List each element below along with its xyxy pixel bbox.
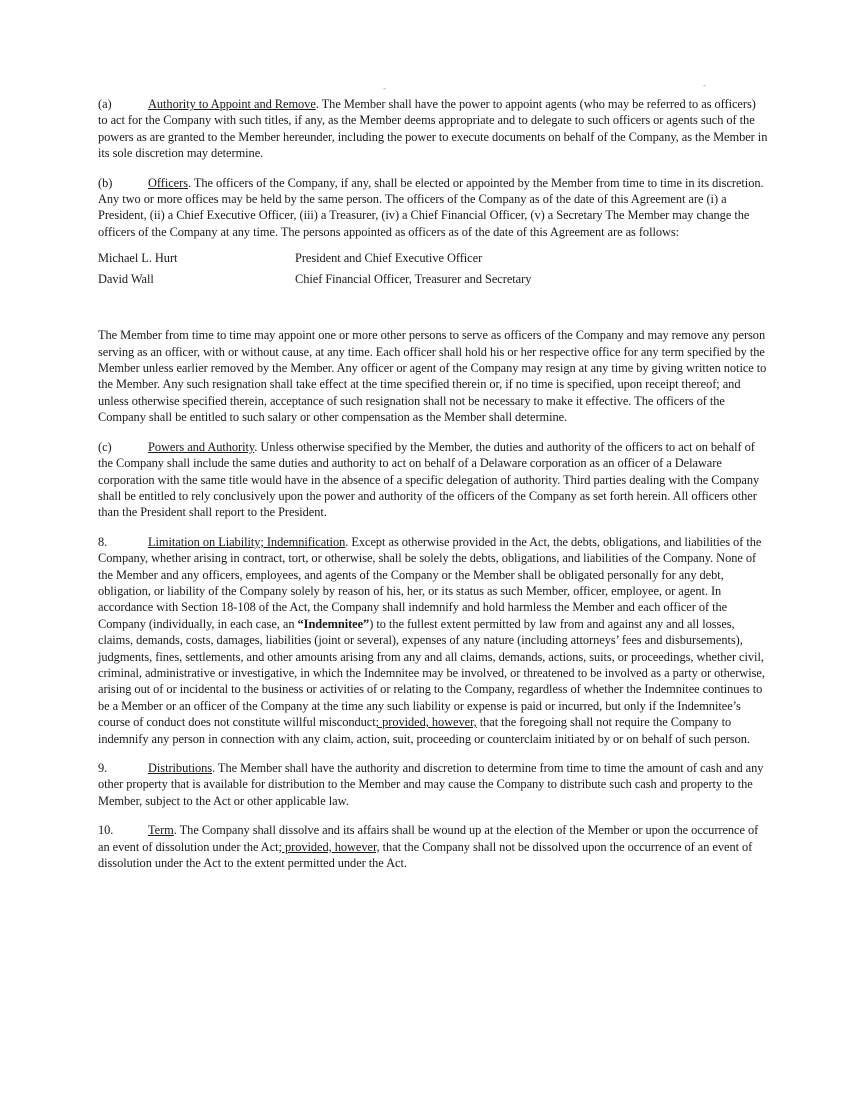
officer-title: Chief Financial Officer, Treasurer and Secretary [295, 272, 532, 287]
section-text: . Unless otherwise specified by the Member, the duties and authority of the officers to act on behalf of the Company shall include the same duties and authority to act on behalf of a Delaware corporation as an officer of a Delaware corporation with the same title would have in the absence of a specific delegation of authority. Third parties dealing with the Company shall be entitled to rely conclusively upon the power and authority of the officers of the Company as set forth herein. All officers other than the President shall report to the President. [98, 439, 760, 520]
section-b [98, 175, 768, 241]
officer-title: President and Chief Executive Officer [295, 251, 483, 266]
section-text: that the foregoing shall not require the Company to indemnify any person in connection with any claim, action, suit, proceeding or counterclaim initiated by or on behalf of such person. [98, 715, 750, 746]
section-a [98, 96, 768, 162]
section-text: . The Company shall dissolve and its affairs shall be wound up at the election of the Member or upon the occurrence of an event of dissolution under the Act [98, 823, 759, 854]
officer-row [98, 250, 768, 271]
section-text: . Except as otherwise provided in the Act, the debts, obligations, and liabilities of the Company, whether arising in contract, tort, or otherwise, shall be solely the debts, obligations, and liabilities of the Company. None of the Member and any officers, employees, and agents of the Company or the Member shall be obligated personally for any debt, obligation, or liability of the Company solely by reason of his, her, or its status as such Member, officer, employee, or agent. In accordance with Section 18-108 of the Act, the Company shall indemnify and hold harmless the Member and each officer of the Company (individually, in each case, an [98, 534, 762, 631]
officer-row [98, 271, 768, 292]
section-heading: Authority to Appoint and Remove [148, 97, 316, 111]
section-text: ) to the fullest extent permitted by law from and against any and all losses, claims, demands, costs, damages, liabilities (joint or several), expenses of any nature (including attorneys’ fees and disbursements), judgments, fines, settlements, and other amounts arising from any and all claims, demands, actions, suits, or proceedings, whether civil, criminal, administrative or investigative, in which the Indemnitee may be involved, or threatened to be involved as a party or otherwise, arising out of or incidental to the business or activities of or relating to the Company, regardless of whether the Indemnitee continues to be a Member or an officer of the Company at the time any such liability or expense is paid or incurred, but only if the Indemnitee’s course of conduct does not constitute willful misconduct [98, 616, 765, 730]
section-number: 10. [98, 823, 114, 838]
section-text: . The Member shall have the authority and discretion to determine from time to time the amount of cash and any other property that is available for distribution to the Member and may cause the Company to distribute such cash and property to the Member, subject to the Act or other applicable law. [98, 761, 764, 808]
section-heading: Term [148, 823, 174, 838]
section-text: . The Member shall have the power to appoint agents (who may be referred to as officers) to act for the Company with such titles, if any, as the Member deems appropriate and to delegate to such officers or agents such of the powers as are granted to the Member hereunder, including the power to execute documents on behalf of the Company, as the Member in its sole discretion may determine. [98, 97, 768, 161]
scan-mark-left: - [383, 83, 386, 93]
section-9 [98, 760, 768, 809]
defined-term: “Indemnitee” [297, 616, 370, 631]
section-number: 8. [98, 534, 108, 549]
officers-continued-paragraph: The Member from time to time may appoint one or more other persons to serve as officers of the Company and may remove any person serving as an officer, with or without cause, at any time. Each officer shall hold his or her respective office for any term specified by the Member unless earlier removed by the Member. Any officer or agent of the Company may resign at any time by giving written notice to the Member. Any such resignation shall take effect at the time specified therein or, if no time is specified, upon receipt thereof; and unless otherwise specified therein, acceptance of such resignation shall not be necessary to make it effective. The officers of the Company shall be entitled to such salary or other compensation as the Member shall determine. [98, 328, 767, 425]
section-8 [98, 534, 768, 747]
section-number: 9. [98, 761, 108, 775]
section-number: (a) [98, 97, 112, 111]
section-number: (b) [98, 175, 113, 190]
document-page [98, 96, 768, 884]
officers-list [98, 250, 768, 292]
section-heading: Distributions [148, 761, 213, 775]
officer-name: Michael L. Hurt [98, 251, 178, 266]
section-heading: Powers and Authority [148, 439, 255, 454]
scan-mark-right: - [703, 80, 706, 90]
proviso-clause: ; provided, however, [375, 715, 477, 730]
section-heading: Limitation on Liability; Indemnification [148, 534, 346, 549]
section-number: (c) [98, 439, 112, 454]
section-10 [98, 822, 768, 871]
section-heading: Officers [148, 175, 188, 190]
officer-name: David Wall [98, 272, 154, 287]
section-c [98, 439, 768, 521]
proviso-clause: ; provided, however, [278, 839, 380, 854]
section-text: . The officers of the Company, if any, shall be elected or appointed by the Member from time to time in its discretion. Any two or more offices may be held by the same person. The officers of the Company as of the date of this Agreement are (i) a President, (ii) a Chief Executive Officer, (iii) a Treasurer, (iv) a Chief Financial Officer, (v) a Secretary The Member may change the officers of the Company at any time. The persons appointed as officers as of the date of this Agreement are as follows: [98, 175, 764, 239]
section-text: that the Company shall not be dissolved upon the occurrence of an event of dissolution under the Act to the extent permitted under the Act. [98, 839, 753, 871]
